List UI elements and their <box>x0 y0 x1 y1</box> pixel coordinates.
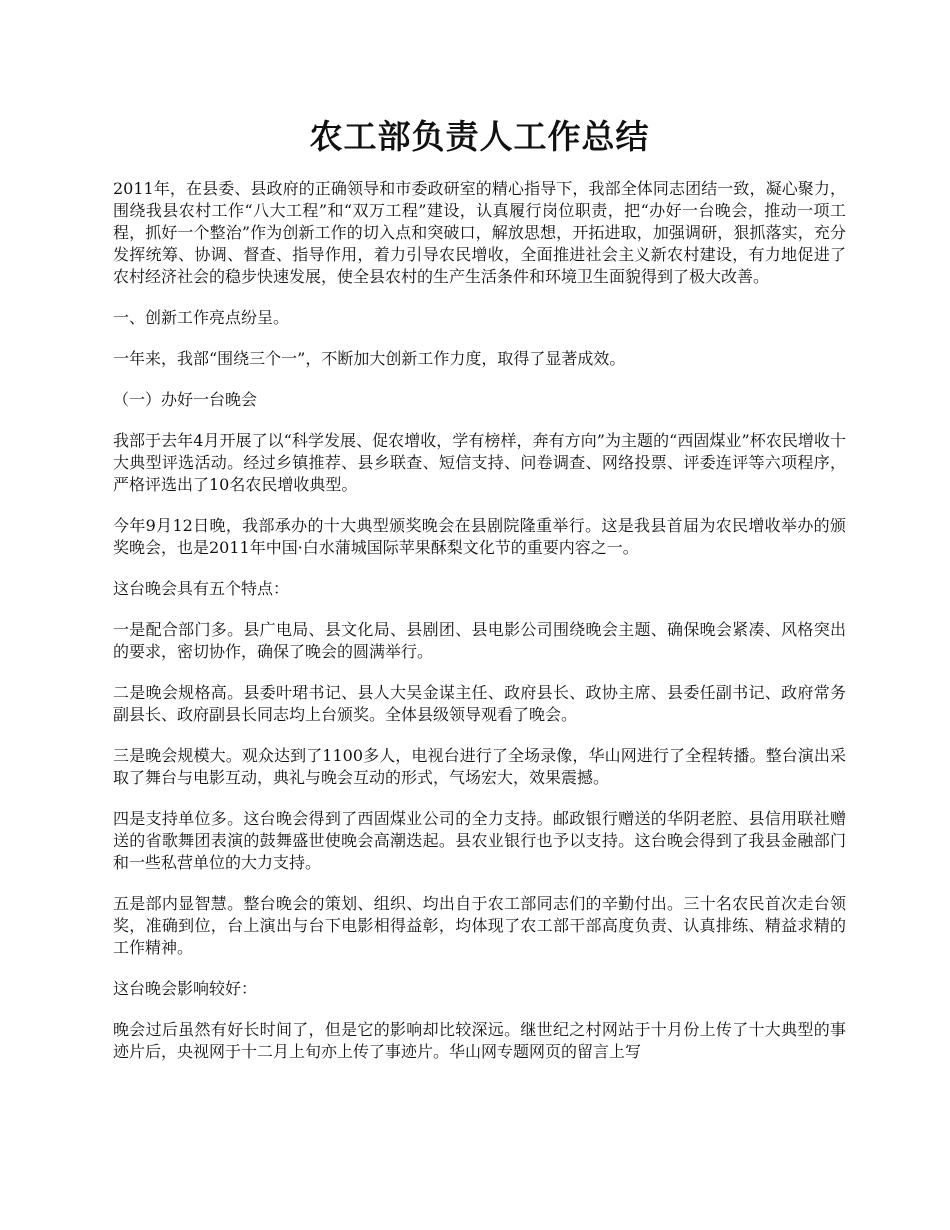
section-heading-innovation: 一、创新工作亮点纷呈。 <box>113 308 290 327</box>
paragraph-impact: 晚会过后虽然有好长时间了，但是它的影响却比较深远。继世纪之村网站于十月份上传了十大典型的事迹片后，央视网于十二月上旬亦上传了事迹片。华山网专题网页的留言上写 <box>113 1020 846 1061</box>
paragraph-feature-2: 二是晚会规格高。县委叶珺书记、县人大吴金谋主任、政府县长、政协主席、县委任副书记、政府常务副县长、政府副县长同志均上台颁奖。全体县级领导观看了晚会。 <box>113 683 846 724</box>
paragraph-selection: 我部于去年4月开展了以“科学发展、促农增收，学有榜样，奔有方向”为主题的“西固煤业”杯农民增收十大典型评选活动。经过乡镇推荐、县乡联查、短信支持、问卷调查、网络投票、评委连评等六项程序，严格评选出了10名农民增收典型。 <box>113 431 846 494</box>
document-title: 农工部负责人工作总结 <box>309 117 650 156</box>
paragraph-feature-1: 一是配合部门多。县广电局、县文化局、县剧团、县电影公司围绕晚会主题、确保晚会紧凑、风格突出的要求，密切协作，确保了晚会的圆满举行。 <box>113 620 846 661</box>
paragraph-overview: 一年来，我部“围绕三个一”，不断加大创新工作力度，取得了显著成效。 <box>113 349 626 368</box>
document-page <box>113 112 846 1082</box>
paragraph-feature-5: 五是部内显智慧。整台晚会的策划、组织、均出自于农工部同志们的辛勤付出。三十名农民首次走台领奖，准确到位，台上演出与台下电影相得益彰，均体现了农工部干部高度负责、认真排练、精益求精的工作精神。 <box>113 894 846 957</box>
paragraph-ceremony: 今年9月12日晚，我部承办的十大典型颁奖晚会在县剧院隆重举行。这是我县首届为农民增收举办的颁奖晚会，也是2011年中国·白水蒲城国际苹果酥梨文化节的重要内容之一。 <box>113 516 846 557</box>
paragraph-features-intro: 这台晚会具有五个特点： <box>113 579 290 598</box>
paragraph-intro: 2011年，在县委、县政府的正确领导和市委政研室的精心指导下，我部全体同志团结一致，凝心聚力，围绕我县农村工作“八大工程”和“双万工程”建设，认真履行岗位职责，把“办好一台晚会，推动一项工程，抓好一个整治”作为创新工作的切入点和突破口，解放思想，开拓进取，加强调研，狠抓落实，充分发挥统筹、协调、督查、指导作用，着力引导农民增收，全面推进社会主义新农村建设，有力地促进了农村经济社会的稳步快速发展，使全县农村的生产生活条件和环境卫生面貌得到了极大改善。 <box>113 179 846 286</box>
paragraph-feature-4: 四是支持单位多。这台晚会得到了西固煤业公司的全力支持。邮政银行赠送的华阴老腔、县信用联社赠送的省歌舞团表演的鼓舞盛世使晚会高潮迭起。县农业银行也予以支持。这台晚会得到了我县金融部门和一些私营单位的大力支持。 <box>113 809 846 872</box>
subsection-heading-gala: （一）办好一台晚会 <box>113 390 258 409</box>
paragraph-impact-intro: 这台晚会影响较好： <box>113 979 258 998</box>
paragraph-feature-3: 三是晚会规模大。观众达到了1100多人，电视台进行了全场录像，华山网进行了全程转播。整台演出采取了舞台与电影互动，典礼与晚会互动的形式，气场宏大，效果震撼。 <box>113 746 846 787</box>
